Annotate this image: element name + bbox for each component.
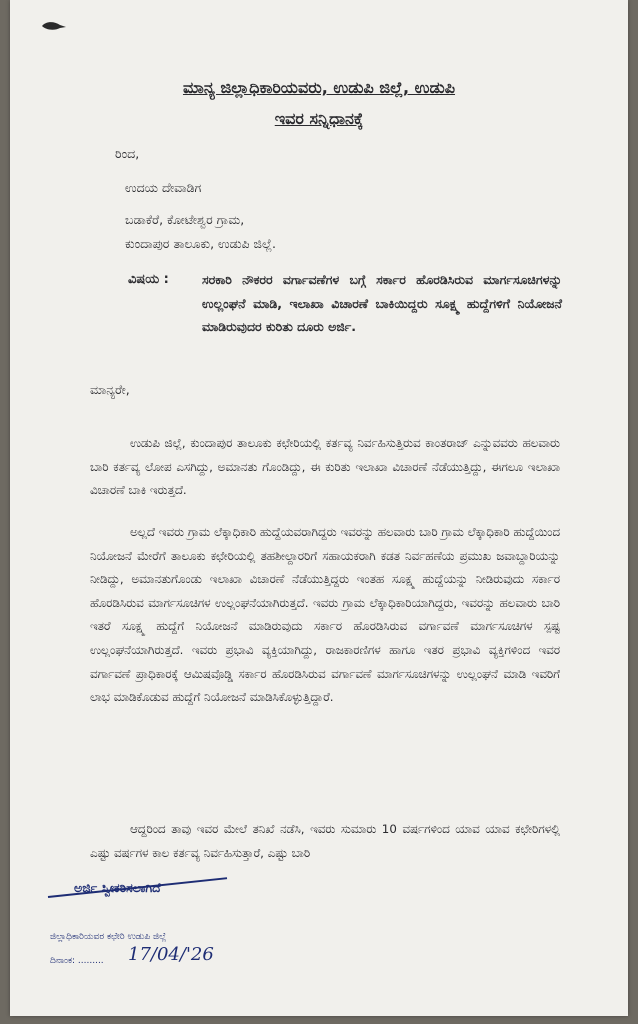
received-stamp <box>48 880 248 980</box>
salutation: ಮಾನ್ಯರೇ, <box>90 382 130 397</box>
from-label: ರಿಂದ, <box>115 146 140 161</box>
letter-title: ಮಾನ್ಯ ಜಿಲ್ಲಾಧಿಕಾರಿಯವರು, ಉಡುಪಿ ಜಿಲ್ಲೆ, ಉಡುಪಿ <box>182 78 456 97</box>
ink-blot-mark <box>40 20 68 32</box>
stamp-date-handwritten: 17/04/'26 <box>128 944 214 965</box>
letter-page <box>10 0 628 1016</box>
subject-label: ವಿಷಯ : <box>128 272 169 287</box>
stamp-title: ಅರ್ಜಿ ಸ್ವೀಕರಿಸಲಾಗಿದೆ <box>74 880 161 895</box>
sender-name: ಉದಯ ದೇವಾಡಿಗ <box>125 180 202 195</box>
sender-address-line1: ಬಡಾಕೆರೆ, ಕೋಟೇಶ್ವರ ಗ್ರಾಮ, <box>125 212 245 227</box>
subject-text: ಸರಕಾರಿ ನೌಕರರ ವರ್ಗಾವಣೆಗಳ ಬಗ್ಗೆ ಸರ್ಕಾರ ಹೊರಡಿಸಿರುವ ಮಾರ್ಗಸೂಚಿಗಳನ್ನು ಉಲ್ಲಂಘನೆ ಮಾಡಿ, ಇಲಾಖಾ ವಿಚಾರಣೆ ಬಾಕಿಯಿದ್ದರು ಸೂಕ್ಷ್ಮ ಹುದ್ದೆಗಳಿಗೆ ನಿಯೋಜನೆ ಮಾಡಿರುವುದರ ಕುರಿತು ದೂರು ಅರ್ಜಿ. <box>202 272 562 334</box>
body-paragraph-2: ಅಲ್ಲದೆ ಇವರು ಗ್ರಾಮ ಲೆಕ್ಕಾಧಿಕಾರಿ ಹುದ್ದೆಯವರಾಗಿದ್ದರು ಇವರನ್ನು ಹಲವಾರು ಬಾರಿ ಗ್ರಾಮ ಲೆಕ್ಕಾಧಿಕಾರಿ ಹುದ್ದೆಯಿಂದ ನಿಯೋಜನೆ ಮೇರೆಗೆ ತಾಲೂಕು ಕಛೇರಿಯಲ್ಲಿ ತಹಶೀಲ್ದಾರರಿಗೆ ಸಹಾಯಕರಾಗಿ ಕಡತ ನಿರ್ವಹಣೆಯ ಪ್ರಮುಖ ಜವಾಬ್ದಾರಿಯನ್ನು ನೀಡಿದ್ದು, ಅಮಾನತುಗೊಂಡು ಇಲಾಖಾ ವಿಚಾರಣೆ ನೆಡೆಯುತ್ತಿದ್ದರು ಇಂತಹ ಸೂಕ್ಷ್ಮ ಹುದ್ದೆಯನ್ನು ನೀಡಿರುವುದು ಸರ್ಕಾರ ಹೊರಡಿಸಿರುವ ಮಾರ್ಗಸೂಚಿಗಳ ಉಲ್ಲಂಘನೆಯಾಗಿರುತ್ತದೆ. ಇವರು ಗ್ರಾಮ ಲೆಕ್ಕಾಧಿಕಾರಿಯಾಗಿದ್ದರು, ಇವರನ್ನು ಹಲವಾರು ಬಾರಿ ಇತರೆ ಸೂಕ್ಷ್ಮ ಹುದ್ದೆಗೆ ನಿಯೋಜನೆ ಮಾಡಿರುವುದು ಸರ್ಕಾರ ಹೊರಡಿಸಿರುವ ವರ್ಗಾವಣೆ ಮಾರ್ಗಸೂಚಿಗಳ ಸ್ಪಷ್ಟ ಉಲ್ಲಂಘನೆಯಾಗಿರುತ್ತದೆ. ಇವರು ಪ್ರಭಾವಿ ವ್ಯಕ್ತಿಯಾಗಿದ್ದು, ರಾಜಕಾರಣಿಗಳ ಹಾಗೂ ಇತರ ಪ್ರಭಾವಿ ವ್ಯಕ್ತಿಗಳಿಂದ ಇವರ ವರ್ಗಾವಣೆ ಪ್ರಾಧಿಕಾರಕ್ಕೆ ಆಮಿಷವೊಡ್ಡಿ ಸರ್ಕಾರ ಹೊರಡಿಸಿರುವ ವರ್ಗಾವಣೆ ಮಾರ್ಗಸೂಚಿಗಳನ್ನು ಉಲ್ಲಂಘನೆ ಮಾಡಿ ಇವರಿಗೆ ಲಾಭ ಮಾಡಿಕೊಡುವ ಹುದ್ದೆಗೆ ನಿಯೋಜನೆ ಮಾಡಿಸಿಕೊಳ್ಳುತ್ತಿದ್ದಾರೆ. <box>90 525 560 705</box>
stamp-date-label: ದಿನಾಂಕ: ......... <box>50 956 104 966</box>
body-paragraph-1: ಉಡುಪಿ ಜಿಲ್ಲೆ, ಕುಂದಾಪುರ ತಾಲೂಕು ಕಛೇರಿಯಲ್ಲಿ ಕರ್ತವ್ಯ ನಿರ್ವಹಿಸುತ್ತಿರುವ ಕಾಂತರಾಜ್ ಎನ್ನುವವರು ಹಲವಾರು ಬಾರಿ ಕರ್ತವ್ಯ ಲೋಪ ಎಸಗಿದ್ದು, ಅಮಾನತು ಗೊಂಡಿದ್ದು, ಈ ಕುರಿತು ಇಲಾಖಾ ವಿಚಾರಣೆ ನೆಡೆಯುತ್ತಿದ್ದು, ಈಗಲೂ ಇಲಾಖಾ ವಿಚಾರಣೆ ಬಾಕಿ ಇರುತ್ತದೆ. <box>90 436 560 498</box>
stamp-office-name: ಜಿಲ್ಲಾಧಿಕಾರಿಯವರ ಕಛೇರಿ ಉಡುಪಿ ಜಿಲ್ಲೆ <box>50 932 167 942</box>
body-paragraph-3: ಆದ್ದರಿಂದ ತಾವು ಇವರ ಮೇಲೆ ತನಿಖೆ ನಡೆಸಿ, ಇವರು ಸುಮಾರು 10 ವರ್ಷಗಳಿಂದ ಯಾವ ಯಾವ ಕಛೇರಿಗಳಲ್ಲಿ ಎಷ್ಟು ವರ್ಷಗಳ ಕಾಲ ಕರ್ತವ್ಯ ನಿರ್ವಹಿಸುತ್ತಾರೆ, ಎಷ್ಟು ಬಾರಿ <box>90 822 560 860</box>
sender-address-line2: ಕುಂದಾಪುರ ತಾಲೂಕು, ಉಡುಪಿ ಜಿಲ್ಲೆ. <box>125 236 277 251</box>
letter-subtitle: ಇವರ ಸನ್ನಿಧಾನಕ್ಕೆ <box>274 109 364 128</box>
